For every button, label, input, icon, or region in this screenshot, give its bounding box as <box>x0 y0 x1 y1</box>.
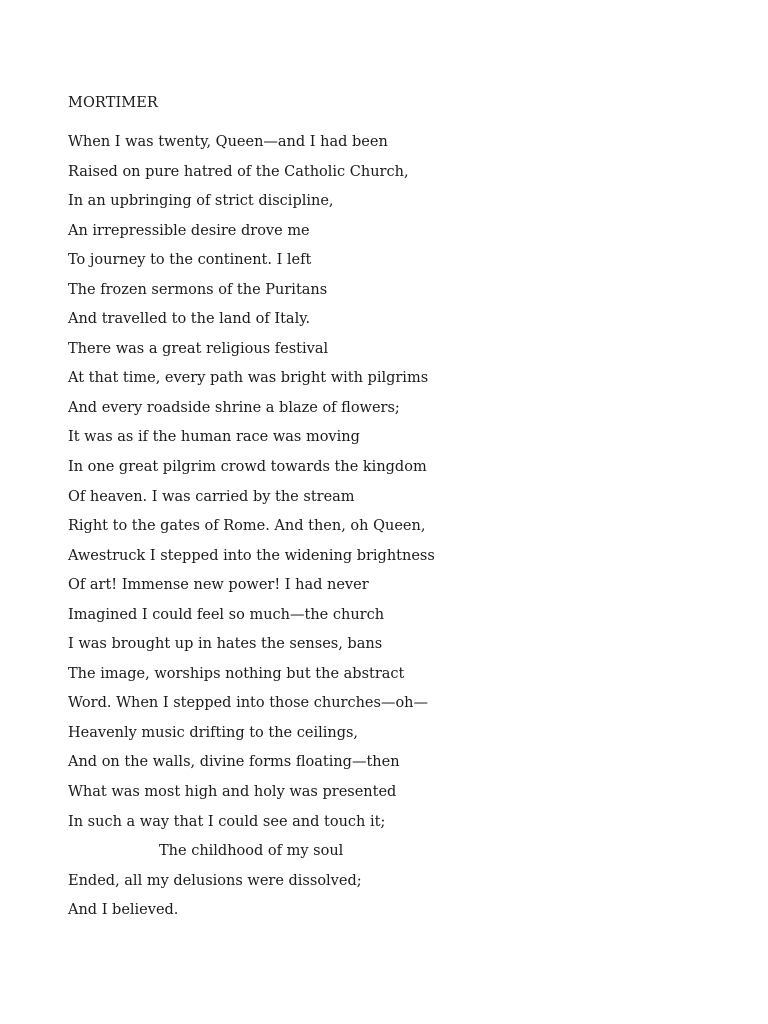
verse-line: What was most high and holy was presented <box>68 784 397 801</box>
verse-line: It was as if the human race was moving <box>68 429 360 446</box>
verse-line: Raised on pure hatred of the Catholic Church, <box>68 163 409 180</box>
verse-line: At that time, every path was bright with pilgrims <box>68 370 429 387</box>
verse-line: Of art! Immense new power! I had never <box>68 577 369 594</box>
verse-line: Heavenly music drifting to the ceilings, <box>68 724 359 741</box>
document-page <box>68 93 728 930</box>
verse-line: Word. When I stepped into those churches—oh— <box>68 695 429 712</box>
verse-line: An irrepressible desire drove me <box>68 222 310 239</box>
verse-line: Awestruck I stepped into the widening brightness <box>68 547 435 564</box>
verse-line: There was a great religious festival <box>68 340 329 357</box>
speaker-name: MORTIMER <box>68 95 158 111</box>
verse-line: In an upbringing of strict discipline, <box>68 193 334 210</box>
verse-line: I was brought up in hates the senses, bans <box>68 636 383 653</box>
verse-line: The image, worships nothing but the abstract <box>68 665 405 682</box>
verse-line: To journey to the continent. I left <box>68 252 312 269</box>
verse-line: When I was twenty, Queen—and I had been <box>68 134 388 150</box>
verse-line: Of heaven. I was carried by the stream <box>68 488 355 505</box>
verse-line: The childhood of my soul <box>159 843 344 860</box>
verse-line: In such a way that I could see and touch it; <box>68 813 386 830</box>
verse-line: And every roadside shrine a blaze of flowers; <box>68 399 400 416</box>
verse-line: Right to the gates of Rome. And then, oh Queen, <box>68 518 426 535</box>
verse-line: In one great pilgrim crowd towards the kingdom <box>68 459 427 476</box>
verse-line: And I believed. <box>68 902 179 919</box>
verse-lines <box>68 132 728 930</box>
verse-line: Ended, all my delusions were dissolved; <box>68 872 362 889</box>
verse-line: And on the walls, divine forms floating—then <box>68 754 400 771</box>
verse-line: And travelled to the land of Italy. <box>68 311 311 328</box>
verse-line: The frozen sermons of the Puritans <box>68 281 328 298</box>
verse-line: Imagined I could feel so much—the church <box>68 606 385 623</box>
